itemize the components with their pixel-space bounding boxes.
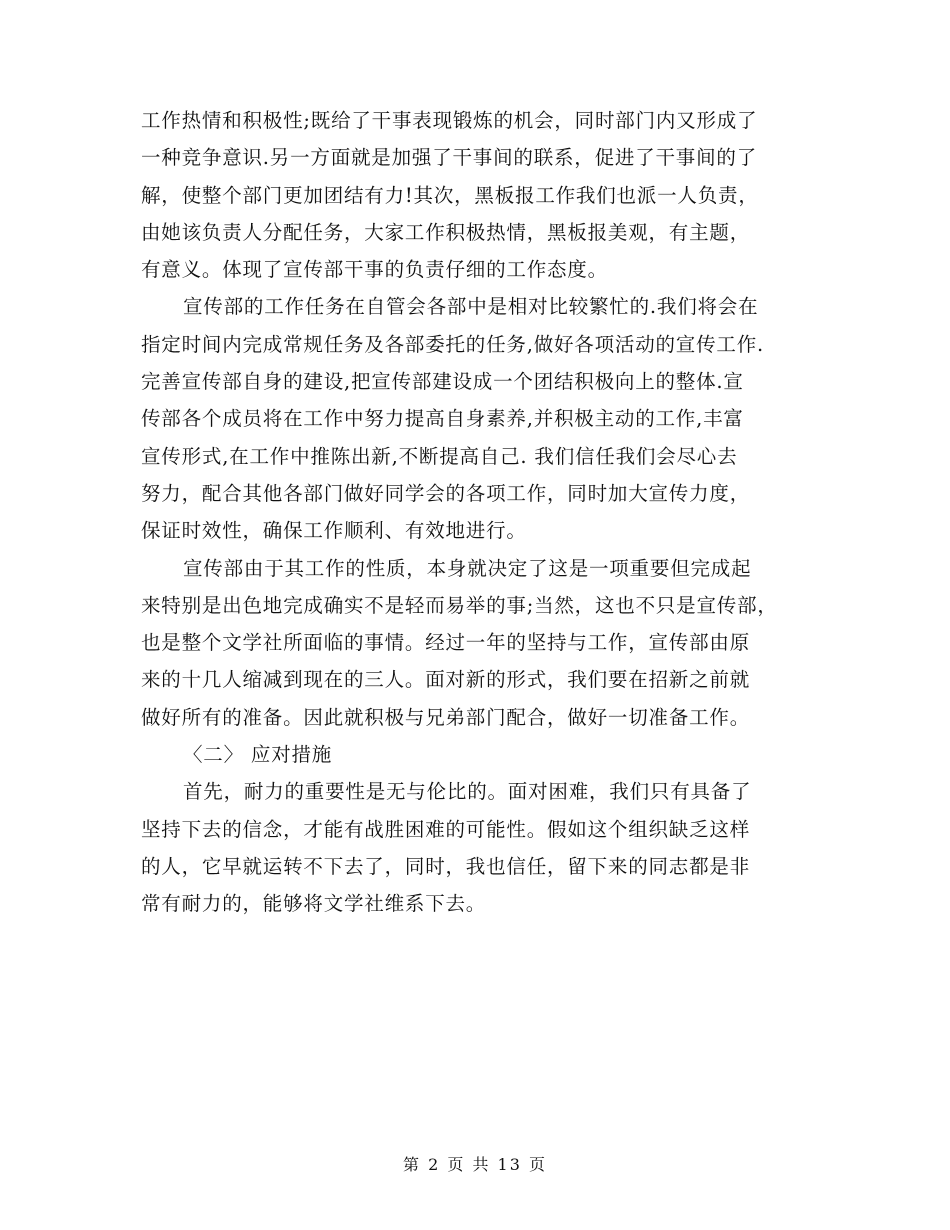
- text-line: 〈二〉 应对措施: [183, 743, 333, 767]
- text-line: 来特别是出色地完成确实不是轻而易举的事;当然，这也不只是宣传部，: [141, 593, 778, 617]
- text-line: 的人，它早就运转不下去了，同时，我也信任，留下来的同志都是非: [141, 854, 751, 878]
- page-number-footer: 第 2 页 共 13 页: [403, 1155, 547, 1174]
- text-line: 首先，耐力的重要性是无与伦比的。面对困难，我们只有具备了: [183, 780, 752, 804]
- text-line: 保证时效性，确保工作顺利、有效地进行。: [141, 519, 527, 543]
- text-line: 传部各个成员将在工作中努力提高自身素养,并积极主动的工作,丰富: [141, 407, 744, 431]
- text-line: 宣传形式,在工作中推陈出新,不断提高自己. 我们信任我们会尽心去: [141, 444, 738, 468]
- text-line: 也是整个文学社所面临的事情。经过一年的坚持与工作，宣传部由原: [141, 631, 751, 655]
- text-line: 一种竞争意识.另一方面就是加强了干事间的联系，促进了干事间的了: [141, 146, 757, 170]
- text-line: 有意义。体现了宣传部干事的负责仔细的工作态度。: [141, 258, 608, 282]
- text-line: 宣传部由于其工作的性质，本身就决定了这是一项重要但完成起: [183, 556, 752, 580]
- text-line: 做好所有的准备。因此就积极与兄弟部门配合，做好一切准备工作。: [141, 705, 751, 729]
- text-line: 努力，配合其他各部门做好同学会的各项工作，同时加大宣传力度，: [141, 481, 751, 505]
- text-line: 宣传部的工作任务在自管会各部中是相对比较繁忙的.我们将会在: [183, 295, 759, 319]
- text-line: 解，使整个部门更加团结有力!其次，黑板报工作我们也派一人负责，: [141, 183, 759, 207]
- text-line: 完善宣传部自身的建设,把宣传部建设成一个团结积极向上的整体.宣: [141, 370, 744, 394]
- text-line: 来的十几人缩减到现在的三人。面对新的形式，我们要在招新之前就: [141, 668, 751, 692]
- body-text: [141, 102, 821, 923]
- text-line: 坚持下去的信念，才能有战胜困难的可能性。假如这个组织缺乏这样: [141, 817, 751, 841]
- text-line: 常有耐力的，能够将文学社维系下去。: [141, 892, 487, 916]
- text-line: 由她该负责人分配任务，大家工作积极热情，黑板报美观，有主题，: [141, 220, 751, 244]
- text-line: 指定时间内完成常规任务及各部委托的任务,做好各项活动的宣传工作.: [141, 332, 764, 356]
- text-line: 工作热情和积极性;既给了干事表现锻炼的机会，同时部门内又形成了: [141, 109, 758, 132]
